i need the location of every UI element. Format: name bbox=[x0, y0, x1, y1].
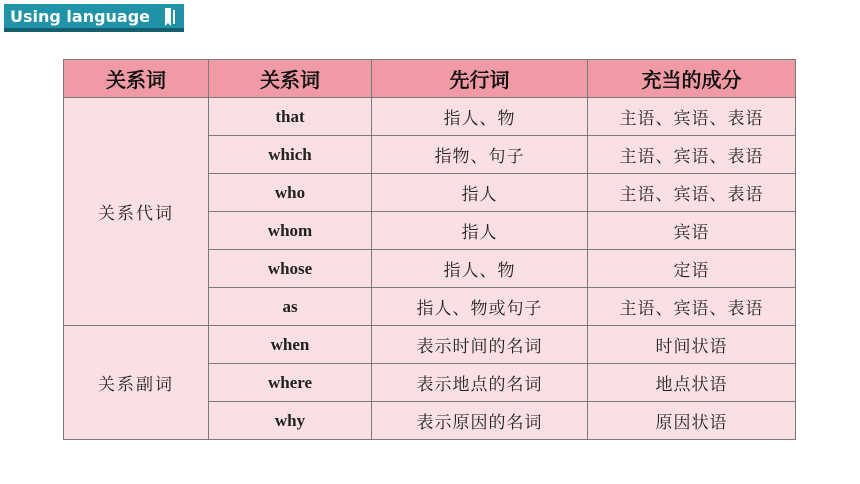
relative-words-table bbox=[63, 59, 796, 440]
relative-word: that bbox=[209, 98, 372, 136]
relative-word: when bbox=[209, 326, 372, 364]
relative-word: whose bbox=[209, 250, 372, 288]
function-cell: 主语、宾语、表语 bbox=[588, 174, 796, 212]
antecedent-cell: 指人 bbox=[372, 174, 588, 212]
antecedent-cell: 指人、物或句子 bbox=[372, 288, 588, 326]
function-cell: 定语 bbox=[588, 250, 796, 288]
antecedent-cell: 指人、物 bbox=[372, 98, 588, 136]
section-badge bbox=[4, 4, 184, 32]
relative-word: which bbox=[209, 136, 372, 174]
antecedent-cell: 表示地点的名词 bbox=[372, 364, 588, 402]
header-cell: 先行词 bbox=[372, 60, 588, 98]
relative-word: where bbox=[209, 364, 372, 402]
bookmark-icon bbox=[162, 7, 178, 27]
table-header-row bbox=[64, 60, 796, 98]
antecedent-cell: 指人 bbox=[372, 212, 588, 250]
relative-word: why bbox=[209, 402, 372, 440]
function-cell: 原因状语 bbox=[588, 402, 796, 440]
function-cell: 时间状语 bbox=[588, 326, 796, 364]
group-label-relative-pronoun: 关系代词 bbox=[64, 98, 209, 326]
function-cell: 宾语 bbox=[588, 212, 796, 250]
antecedent-cell: 表示时间的名词 bbox=[372, 326, 588, 364]
group-label-relative-adverb: 关系副词 bbox=[64, 326, 209, 440]
antecedent-cell: 指物、句子 bbox=[372, 136, 588, 174]
relative-word: as bbox=[209, 288, 372, 326]
function-cell: 主语、宾语、表语 bbox=[588, 136, 796, 174]
section-badge-label: Using language bbox=[10, 6, 151, 26]
function-cell: 主语、宾语、表语 bbox=[588, 98, 796, 136]
relative-word: whom bbox=[209, 212, 372, 250]
antecedent-cell: 指人、物 bbox=[372, 250, 588, 288]
relative-word: who bbox=[209, 174, 372, 212]
header-cell: 关系词 bbox=[209, 60, 372, 98]
table-row bbox=[64, 326, 796, 364]
function-cell: 地点状语 bbox=[588, 364, 796, 402]
function-cell: 主语、宾语、表语 bbox=[588, 288, 796, 326]
antecedent-cell: 表示原因的名词 bbox=[372, 402, 588, 440]
table-row bbox=[64, 98, 796, 136]
header-cell: 充当的成分 bbox=[588, 60, 796, 98]
header-cell: 关系词 bbox=[64, 60, 209, 98]
